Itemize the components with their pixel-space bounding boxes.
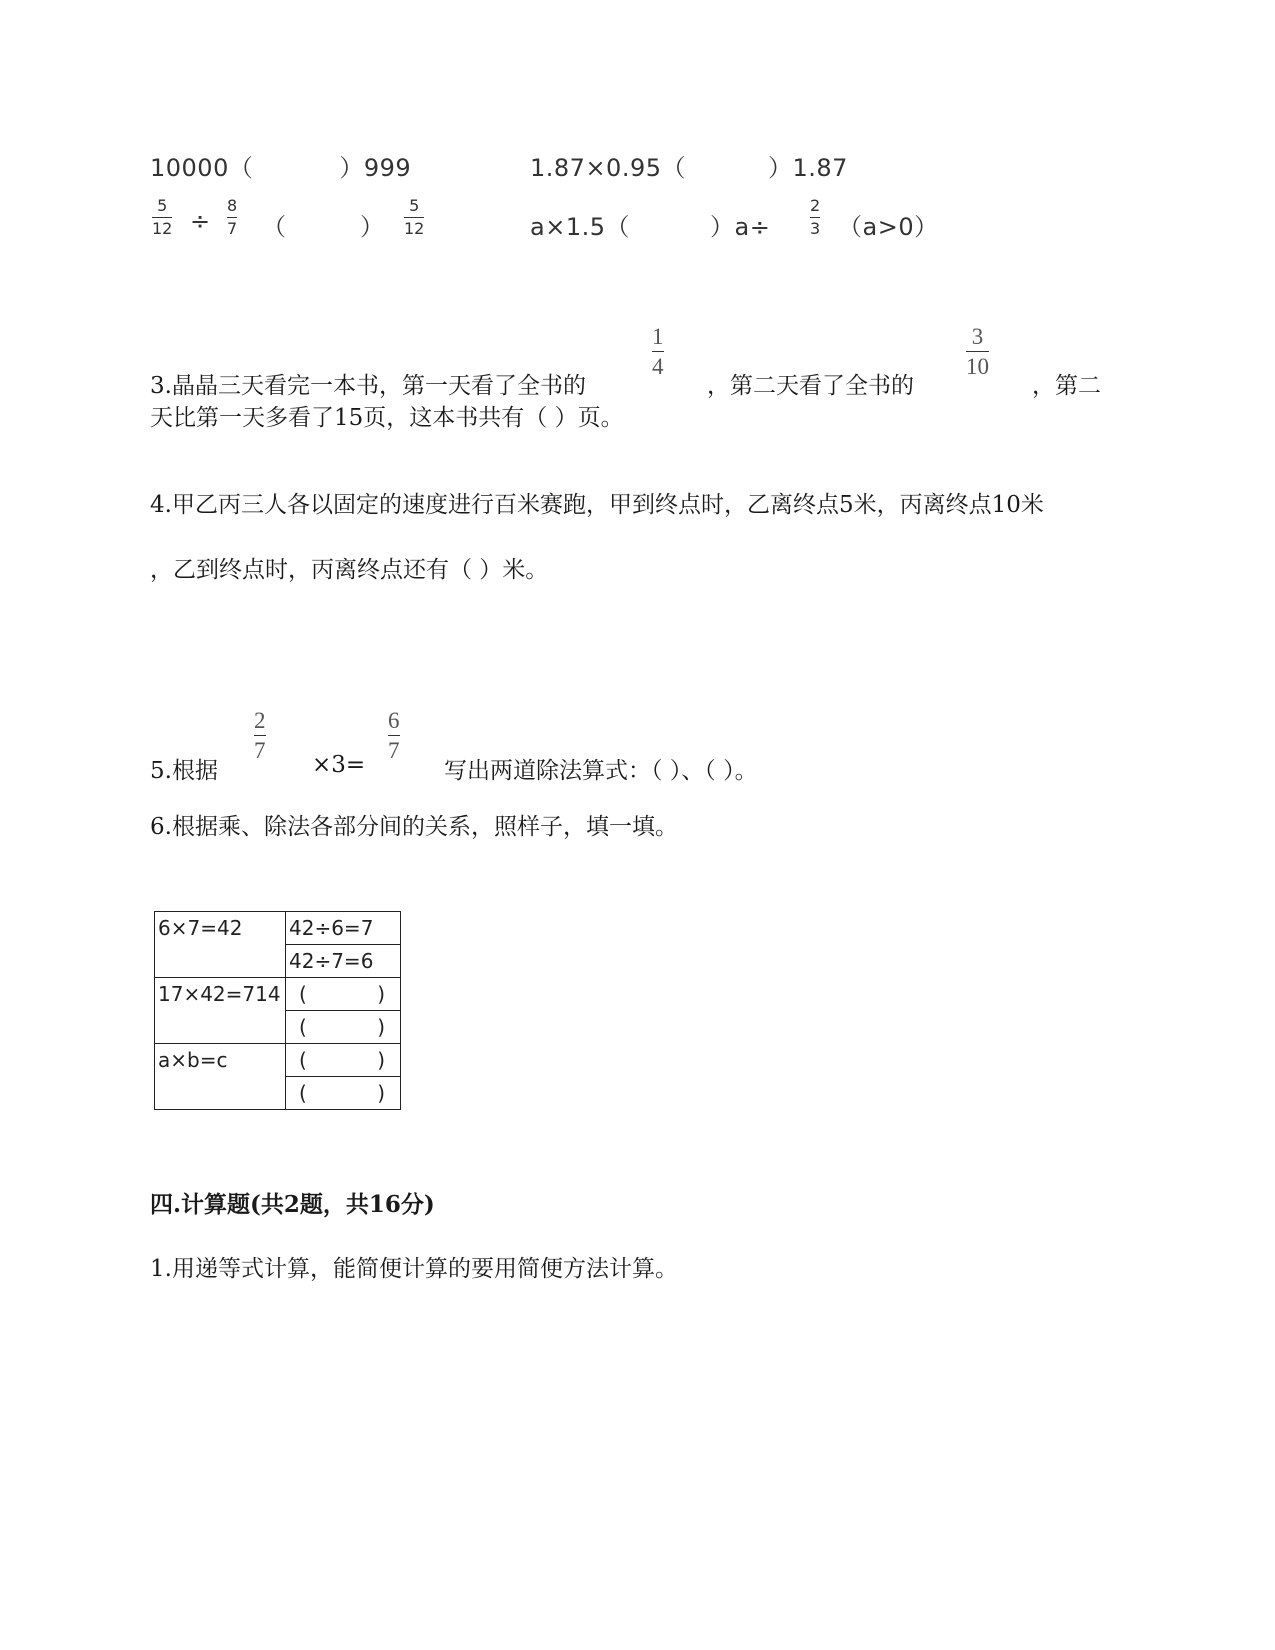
paren-open: ( bbox=[299, 1015, 307, 1039]
fraction bbox=[404, 198, 424, 237]
q5-part3: 写出两道除法算式：（ ）、（ ）。 bbox=[444, 758, 758, 784]
fraction-bar bbox=[227, 217, 237, 218]
table-cell-answer[interactable] bbox=[286, 1044, 401, 1077]
denominator: 7 bbox=[388, 738, 400, 763]
paren-open: ( bbox=[299, 1048, 307, 1072]
compare-row2-right bbox=[530, 207, 770, 242]
compare-text: ）a÷ bbox=[709, 213, 771, 241]
denominator: 12 bbox=[152, 219, 173, 238]
fraction-bar bbox=[152, 217, 172, 218]
denominator: 4 bbox=[652, 354, 664, 379]
paren-close: ) bbox=[377, 1015, 385, 1039]
fraction-bar bbox=[810, 217, 820, 218]
section4-q1: 1.用递等式计算，能简便计算的要用简便方法计算。 bbox=[150, 1256, 678, 1282]
fraction-bar bbox=[966, 351, 989, 352]
numerator: 1 bbox=[652, 324, 664, 349]
denominator: 7 bbox=[227, 219, 238, 238]
compare-row1-right bbox=[530, 148, 848, 183]
table-cell-division: 42÷6=7 bbox=[286, 912, 401, 945]
table-cell-answer[interactable] bbox=[286, 1011, 401, 1044]
numerator: 2 bbox=[810, 196, 821, 215]
fraction bbox=[254, 709, 266, 762]
q4-line1: 4.甲乙丙三人各以固定的速度进行百米赛跑，甲到终点时，乙离终点5米，丙离终点10米 bbox=[150, 492, 1044, 518]
table-row bbox=[155, 912, 401, 945]
q3-line2: 天比第一天多看了15页，这本书共有（ ）页。 bbox=[150, 405, 624, 431]
paren-close: ) bbox=[377, 1081, 385, 1105]
compare-text: 10000（ bbox=[150, 154, 254, 182]
q3-part2: ，第二天看了全书的 bbox=[707, 373, 914, 399]
table-cell-multiplication: 6×7=42 bbox=[155, 912, 286, 978]
q5-part2: ×3= bbox=[312, 752, 366, 778]
compare-text: 1.87×0.95（ bbox=[530, 154, 686, 182]
fraction-bar bbox=[388, 735, 400, 736]
answer-blank[interactable] bbox=[290, 207, 360, 235]
paren-open: ( bbox=[299, 982, 307, 1006]
operator: ÷ bbox=[190, 207, 211, 235]
fraction bbox=[388, 709, 400, 762]
compare-text: a×1.5（ bbox=[530, 213, 630, 241]
fraction bbox=[810, 198, 820, 237]
denominator: 10 bbox=[966, 354, 989, 379]
table-cell-answer[interactable] bbox=[286, 1077, 401, 1110]
paren-open: （ bbox=[262, 213, 287, 241]
numerator: 8 bbox=[227, 196, 238, 215]
q3-part1: 3.晶晶三天看完一本书，第一天看了全书的 bbox=[150, 373, 586, 399]
numerator: 6 bbox=[388, 708, 400, 733]
paren-open: ( bbox=[299, 1081, 307, 1105]
paren-close: ) bbox=[377, 982, 385, 1006]
fraction-bar bbox=[652, 351, 664, 352]
table-row bbox=[155, 1044, 401, 1077]
fraction-bar bbox=[404, 217, 424, 218]
table-row bbox=[155, 978, 401, 1011]
q6-text: 6.根据乘、除法各部分间的关系，照样子，填一填。 bbox=[150, 814, 678, 840]
table-cell-multiplication: 17×42=714 bbox=[155, 978, 286, 1044]
section-heading: 四.计算题(共2题，共16分) bbox=[150, 1191, 435, 1218]
numerator: 5 bbox=[157, 196, 168, 215]
denominator: 3 bbox=[810, 219, 821, 238]
denominator: 12 bbox=[404, 219, 425, 238]
fraction bbox=[152, 198, 172, 237]
fraction bbox=[227, 198, 237, 237]
fraction-bar bbox=[254, 735, 266, 736]
table-cell-multiplication: a×b=c bbox=[155, 1044, 286, 1110]
relation-table bbox=[154, 911, 401, 1110]
table-cell-division: 42÷7=6 bbox=[286, 945, 401, 978]
q5-part1: 5.根据 bbox=[150, 758, 218, 784]
condition: （a>0） bbox=[838, 213, 939, 241]
q4-line2: ，乙到终点时，丙离终点还有（ ）米。 bbox=[150, 557, 549, 583]
paren-close: ） bbox=[360, 213, 385, 241]
denominator: 7 bbox=[254, 738, 266, 763]
paren-close: ) bbox=[377, 1048, 385, 1072]
compare-row1-left bbox=[150, 148, 411, 183]
numerator: 3 bbox=[971, 324, 984, 349]
fraction bbox=[966, 325, 989, 378]
numerator: 2 bbox=[254, 708, 266, 733]
compare-text: ）1.87 bbox=[767, 154, 848, 182]
compare-text: ）999 bbox=[339, 154, 412, 182]
fraction bbox=[652, 325, 664, 378]
table-cell-answer[interactable] bbox=[286, 978, 401, 1011]
q3-part3: ，第二 bbox=[1032, 373, 1101, 399]
numerator: 5 bbox=[409, 196, 420, 215]
